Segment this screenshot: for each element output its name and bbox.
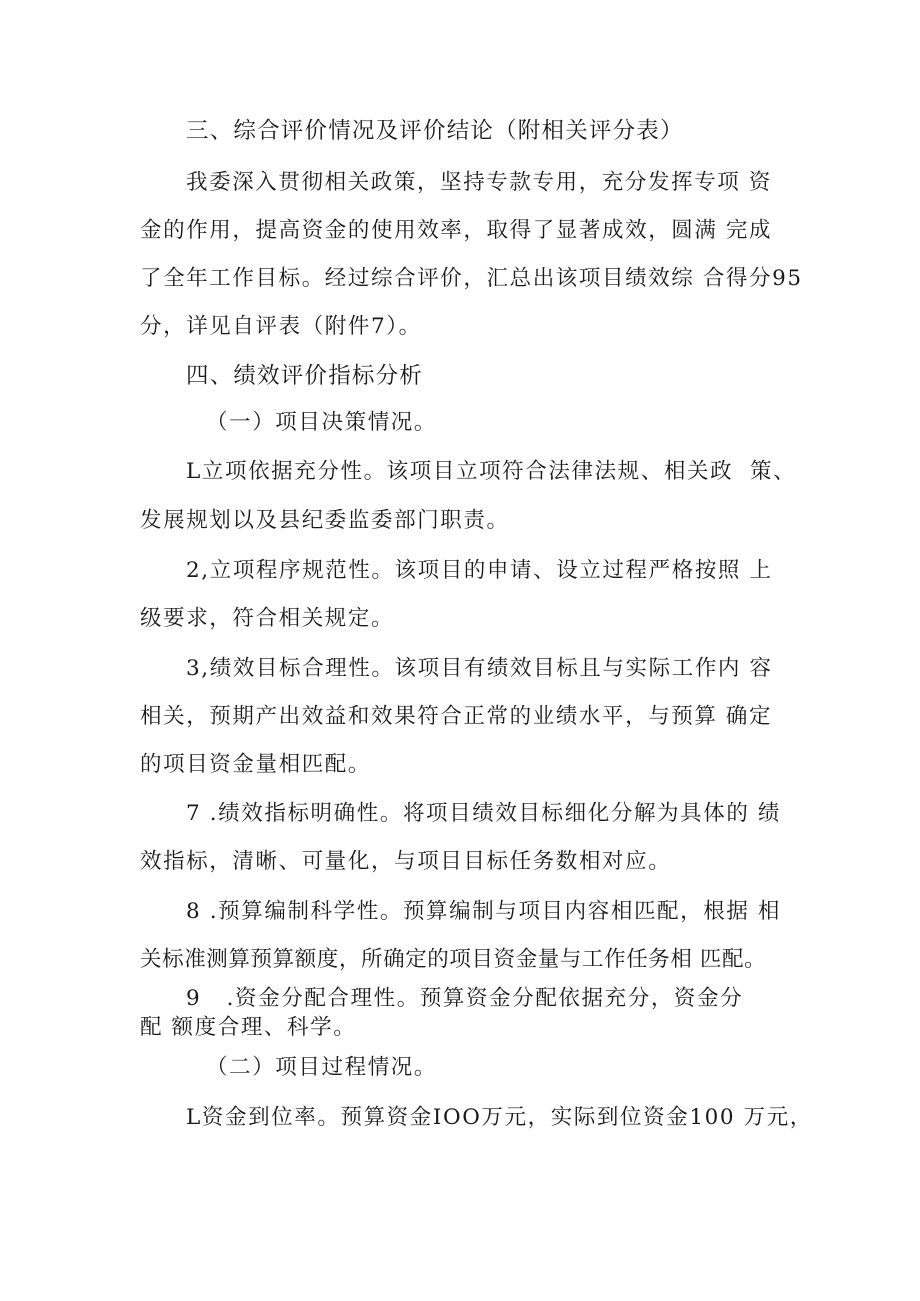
paragraph-line: 了全年工作目标。经过综合评价，汇总出该项目绩效综 合得分95 [140,266,803,291]
paragraph-line: 金的作用，提高资金的使用效率，取得了显著成效，圆满 完成 [140,218,773,243]
paragraph-line: 配 额度合理、科学。 [140,1015,357,1040]
paragraph-line: 2,立项程序规范性。该项目的申请、设立过程严格按照 上 [186,558,773,583]
section-4-heading: 四、绩效评价指标分析 [186,363,424,389]
paragraph-line: 8 .预算编制科学性。预算编制与项目内容相匹配，根据 相 [186,899,781,924]
paragraph-line: 效指标，清晰、可量化，与项目目标任务数相对应。 [140,849,672,874]
paragraph-line: 我委深入贯彻相关政策，坚持专款专用，充分发挥专项 资 [186,170,772,195]
paragraph-line: 级要求，符合相关规定。 [140,606,395,631]
paragraph-line: L资金到位率。预算资金IOO万元，实际到位资金100 万元， [186,1105,813,1130]
paragraph-line: 9 .资金分配合理性。预算资金分配依据充分，资金分 [186,986,744,1011]
paragraph-line: 分，详见自评表（附件7）。 [140,314,422,339]
paragraph-line: L立项依据充分性。该项目立项符合法律法规、相关政 策、 [186,459,797,484]
section-3-heading: 三、综合评价情况及评价结论（附相关评分表） [186,118,684,144]
paragraph-line: 7 .绩效指标明确性。将项目绩效目标细化分解为具体的 绩 [186,801,781,826]
subsection-title: （一）项目决策情况。 [206,410,438,435]
paragraph-line: 相关，预期产出效益和效果符合正常的业绩水平，与预算 确定 [140,704,773,729]
subsection-title: （二）项目过程情况。 [206,1055,438,1080]
paragraph-line: 3,绩效目标合理性。该项目有绩效目标且与实际工作内 容 [186,656,773,681]
paragraph-line: 发展规划以及县纪委监委部门职责。 [140,508,510,533]
paragraph-line: 关标准测算预算额度，所确定的项目资金量与工作任务相 匹配。 [140,947,767,972]
paragraph-line: 的项目资金量相匹配。 [140,752,372,777]
